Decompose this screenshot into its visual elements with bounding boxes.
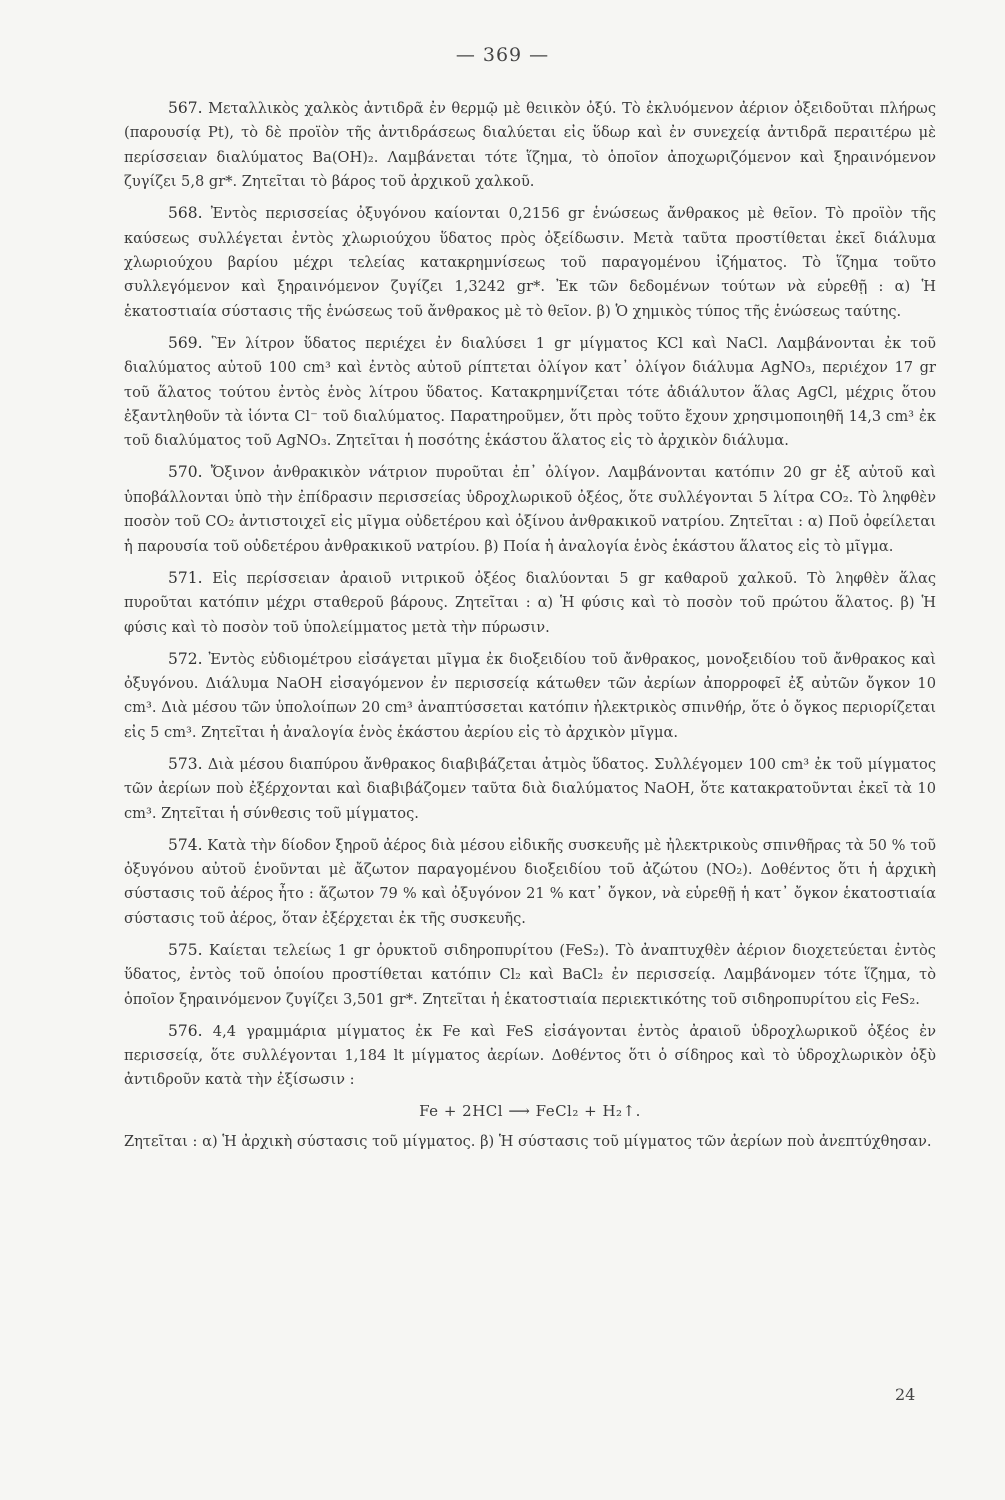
signature-number: 24 (895, 1385, 916, 1404)
problem-text: Ἓν λίτρον ὕδατος περιέχει ἐν διαλύσει 1 gr μίγματος KCl καὶ NaCl. Λαμβάνονται ἐκ τοῦ διαλύματος αὐτοῦ 100 cm³ καὶ ἐντὸς αὐτοῦ ρίπτεται ὀλίγον κατ᾽ ὀλίγον διάλυμα AgNO₃, περιέχον 17 gr τοῦ ἅλατος τούτου ἐντὸς ἑνὸς λίτρου ὕδατος. Κατακρημνίζεται τότε ἀδιάλυτον ἅλας AgCl, μέχρις ὅτου ἐξαντληθοῦν τὰ ἰόντα Cl⁻ τοῦ διαλύματος. Παρατηροῦμεν, ὅτι πρὸς τοῦτο ἔχουν χρησιμοποιηθῆ 14,3 cm³ ἐκ τοῦ διαλύματος τοῦ AgNO₃. Ζητεῖται ἡ ποσότης ἑκάστου ἅλατος εἰς τὸ ἀρχικὸν διάλυμα. (124, 334, 937, 450)
problem-568 (124, 201, 936, 324)
problem-number: 568. (168, 204, 203, 223)
problem-number: 576. (168, 1021, 203, 1040)
problem-573 (124, 752, 936, 826)
problem-text: Ἐντὸς περισσείας ὀξυγόνου καίονται 0,2156 gr ἑνώσεως ἄνθρακος μὲ θεῖον. Τὸ προϊὸν τῆς καύσεως συλλέγεται ἐντὸς χλωριούχου ὕδατος πρὸς ὀξείδωσιν. Μετὰ ταῦτα προστίθεται ἐκεῖ διάλυμα χλωριούχου βαρίου μέχρι τελείας κατακρημνίσεως τοῦ παραγομένου ἰζήματος. Τὸ ἵζημα τοῦτο συλλεγόμενον καὶ ξηραινόμενον ζυγίζει 1,3242 gr*. Ἐκ τῶν δεδομένων τούτων νὰ εὑρεθῇ : α) Ἡ ἑκατοστιαία σύστασις τῆς ἑνώσεως τοῦ ἄνθρακος μὲ τὸ θεῖον. β) Ὁ χημικὸς τύπος τῆς ἑνώσεως ταύτης. (124, 205, 937, 320)
problem-number: 570. (168, 463, 203, 482)
problem-572 (124, 647, 936, 746)
problem-576 (124, 1019, 936, 1093)
problem-574 (124, 833, 936, 932)
problem-567 (124, 96, 936, 195)
problem-text: Ἐντὸς εὐδιομέτρου εἰσάγεται μῖγμα ἐκ διοξειδίου τοῦ ἄνθρακος, μονοξειδίου τοῦ ἄνθρακος καὶ ὀξυγόνου. Διάλυμα NaOH εἰσαγόμενον ἐν περισσείᾳ κάτωθεν τῶν ἀερίων ἀπορροφεῖ ἐξ αὐτῶν ὄγκον 10 cm³. Διὰ μέσου τῶν ὑπολοίπων 20 cm³ ἀναπτύσσεται κατόπιν ἠλεκτρικὸς σπινθήρ, ὅτε ὁ ὄγκος περιορίζεται εἰς 5 cm³. Ζητεῖται ἡ ἀναλογία ἑνὸς ἑκάστου ἀερίου εἰς τὸ ἀρχικὸν μῖγμα. (124, 650, 936, 741)
problem-571 (124, 566, 936, 640)
problem-number: 569. (168, 333, 203, 352)
problem-number: 574. (168, 835, 203, 854)
problem-text: 4,4 γραμμάρια μίγματος ἐκ Fe καὶ FeS εἰσάγονται ἐντὸς ἀραιοῦ ὑδροχλωρικοῦ ὀξέος ἐν περισσείᾳ, ὅτε συλλέγονται 1,184 lt μίγματος ἀερίων. Δοθέντος ὅτι ὁ σίδηρος καὶ τὸ ὑδροχλωρικὸν ὀξὺ ἀντιδροῦν κατὰ τὴν ἐξίσωσιν : (124, 1022, 936, 1089)
problem-number: 573. (168, 754, 203, 773)
problem-number: 567. (168, 99, 203, 117)
problem-number: 575. (168, 940, 203, 959)
problem-text: Καίεται τελείως 1 gr ὀρυκτοῦ σιδηροπυρίτου (FeS₂). Τὸ ἀναπτυχθὲν ἀέριον διοχετεύεται ἐντὸς ὕδατος, ἐντὸς τοῦ ὁποίου προστίθεται κατόπιν Cl₂ καὶ BaCl₂ ἐν περισσείᾳ. Λαμβάνομεν τότε ἵζημα, τὸ ὁποῖον ξηραινόμενον ζυγίζει 3,501 gr*. Ζητεῖται ἡ ἑκατοστιαία περιεκτικότης τοῦ σιδηροπυρίτου εἰς FeS₂. (124, 941, 936, 1008)
page-body (124, 96, 936, 1161)
problem-576-question: Ζητεῖται : α) Ἡ ἀρχικὴ σύστασις τοῦ μίγματος. β) Ἡ σύστασις τοῦ μίγματος τῶν ἀερίων ποὺ ἀνεπτύχθησαν. (124, 1132, 932, 1150)
reaction-equation: Fe + 2HCl ⟶ FeCl₂ + H₂↑. (419, 1102, 641, 1121)
problem-570 (124, 460, 936, 559)
problem-text: Κατὰ τὴν δίοδον ξηροῦ ἀέρος διὰ μέσου εἰδικῆς συσκευῆς μὲ ἠλεκτρικοὺς σπινθῆρας τὰ 50 % τοῦ ὀξυγόνου αὐτοῦ ἑνοῦνται μὲ ἄζωτον παραγομένου διοξειδίου τοῦ ἀζώτου (NO₂). Δοθέντος ὅτι ἡ ἀρχικὴ σύστασις τοῦ ἀέρος ἦτο : ἄζωτον 79 % καὶ ὀξυγόνον 21 % κατ᾽ ὄγκον, νὰ εὑρεθῇ ἡ κατ᾽ ὄγκον ἑκατοστιαία σύστασις τοῦ ἀέρος, ὅταν ἐξέρχεται ἐκ τῆς συσκευῆς. (124, 836, 937, 927)
problem-text: Ὄξινον ἀνθρακικὸν νάτριον πυροῦται ἐπ᾽ ὀλίγον. Λαμβάνονται κατόπιν 20 gr ἐξ αὐτοῦ καὶ ὑποβάλλονται ὑπὸ τὴν ἐπίδρασιν περισσείας ὑδροχλωρικοῦ ὀξέος, ὅτε συλλέγονται 5 λίτρα CO₂. Τὸ ληφθὲν ποσὸν τοῦ CO₂ ἀντιστοιχεῖ εἰς μῖγμα οὐδετέρου καὶ ὀξίνου ἀνθρακικοῦ νατρίου. Ζητεῖται : α) Ποῦ ὀφείλεται ἡ παρουσία τοῦ οὐδετέρου ἀνθρακικοῦ νατρίου. β) Ποία ἡ ἀναλογία ἑνὸς ἑκάστου ἅλατος εἰς τὸ μῖγμα. (124, 464, 936, 555)
page-number: — 369 — (455, 44, 550, 66)
problem-number: 572. (168, 649, 203, 668)
problem-text: Εἰς περίσσειαν ἀραιοῦ νιτρικοῦ ὀξέος διαλύονται 5 gr καθαροῦ χαλκοῦ. Τὸ ληφθὲν ἅλας πυροῦται κατόπιν μέχρι σταθεροῦ βάρους. Ζητεῖται : α) Ἡ φύσις καὶ τὸ ποσὸν τοῦ πρώτου ἅλατος. β) Ἡ φύσις καὶ τὸ ποσὸν τοῦ ὑπολείμματος μετὰ τὴν πύρωσιν. (124, 569, 936, 636)
problem-575 (124, 938, 936, 1012)
problem-text: Μεταλλικὸς χαλκὸς ἀντιδρᾶ ἐν θερμῷ μὲ θειικὸν ὀξύ. Τὸ ἐκλυόμενον ἀέριον ὀξειδοῦται πλήρως (παρουσίᾳ Pt), τὸ δὲ προϊὸν τῆς ἀντιδράσεως διαλύεται εἰς ὕδωρ καὶ ἐν συνεχείᾳ ἀντιδρᾶ περαιτέρω μὲ περίσσειαν διαλύματος Ba(OH)₂. Λαμβάνεται τότε ἵζημα, τὸ ὁποῖον ἀποχωριζόμενον καὶ ξηραινόμενον ζυγίζει 5,8 gr*. Ζητεῖται τὸ βάρος τοῦ ἀρχικοῦ χαλκοῦ. (124, 100, 936, 191)
problem-number: 571. (168, 568, 203, 587)
problem-569 (124, 331, 936, 454)
problem-text: Διὰ μέσου διαπύρου ἄνθρακος διαβιβάζεται ἀτμὸς ὕδατος. Συλλέγομεν 100 cm³ ἐκ τοῦ μίγματος τῶν ἀερίων ποὺ ἐξέρχονται καὶ διαβιβάζομεν ταῦτα διὰ διαλύματος NaOH, ὅτε κατακρατοῦνται ἐκεῖ τὰ 10 cm³. Ζητεῖται ἡ σύνθεσις τοῦ μίγματος. (124, 755, 936, 822)
